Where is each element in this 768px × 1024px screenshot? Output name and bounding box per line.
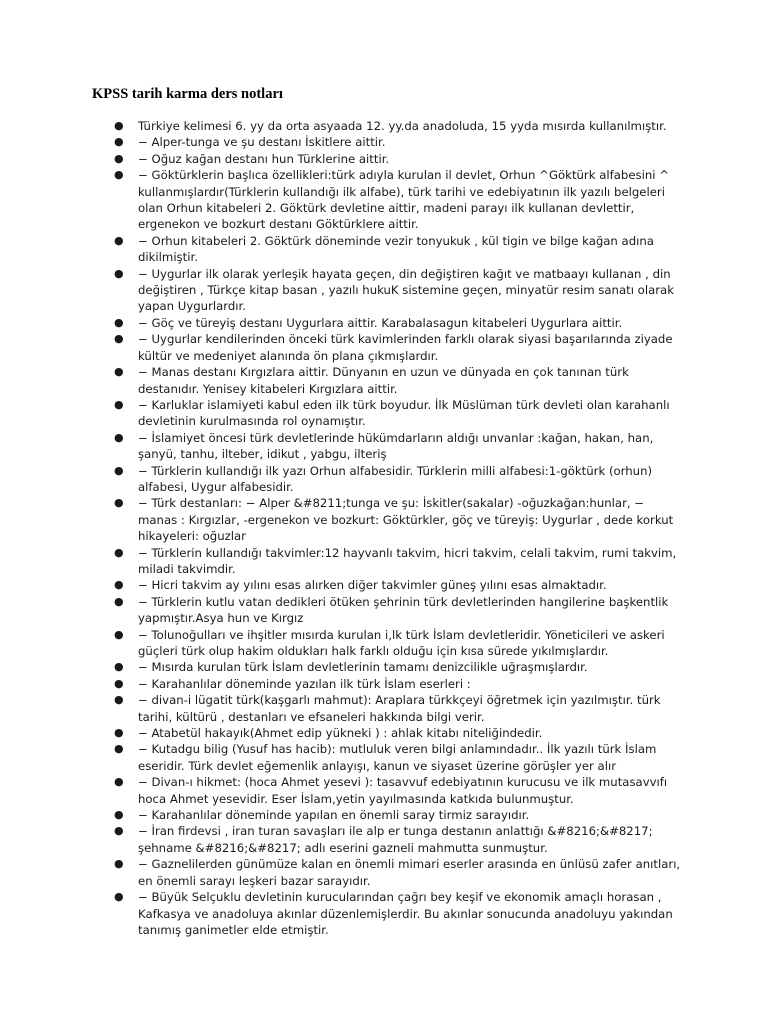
list-item bbox=[0, 545, 768, 578]
bullet-icon: ● bbox=[114, 233, 124, 247]
list-item-text: − Büyük Selçuklu devletinin kurucularından çağrı bey keşif ve ekonomik amaçlı horasan , Kafkasya ve anadoluya akınlar düzenlemişlerdir. Bu akınlar sonucunda anadoluyu yakından tanımış ganimetler elde etmiştir. bbox=[138, 890, 673, 937]
bullet-icon: ● bbox=[114, 627, 124, 641]
list-item bbox=[0, 823, 768, 856]
list-item bbox=[0, 692, 768, 725]
list-item bbox=[0, 151, 768, 167]
list-item-text: − Karahanlılar döneminde yazılan ilk türk İslam eserleri : bbox=[138, 676, 471, 691]
bullet-icon: ● bbox=[114, 742, 124, 756]
list-item bbox=[0, 463, 768, 496]
bullet-icon: ● bbox=[114, 266, 124, 280]
list-item bbox=[0, 233, 768, 266]
list-item bbox=[0, 315, 768, 331]
list-item-text: − İran firdevsi , iran turan savaşları ile alp er tunga destanın anlattığı &#8216;&#8217; şehname &#8216;&#8217; adlı eserini gazneli mahmutta sunmuştur. bbox=[138, 824, 653, 855]
list-item-text: − Karahanlılar döneminde yapılan en önemli saray tirmiz sarayıdır. bbox=[138, 808, 530, 823]
bullet-icon: ● bbox=[114, 824, 124, 838]
list-item-text: − Hicri takvim ay yılını esas alırken diğer takvimler güneş yılını esas almaktadır. bbox=[138, 578, 607, 593]
list-item-text: − Mısırda kurulan türk İslam devletlerinin tamamı denizcilikle uğraşmışlardır. bbox=[138, 660, 588, 675]
list-item bbox=[0, 118, 768, 134]
bullet-icon: ● bbox=[114, 890, 124, 904]
list-item-text: − Göktürklerin başlıca özellikleri:türk adıyla kurulan il devlet, Orhun ^Göktürk alfabesini ^ kullanmışlardır(Türklerin kullandığı ilk alfabe), türk tarihi ve edebiyatının ilk yazılı belgeleri olan Orhun kitabeleri 2. Göktürk devletine aittir, madeni parayı ilk kullanan devlettir, ergenekon ve bozkurt destanı Göktürklere aittir. bbox=[138, 168, 670, 232]
list-item bbox=[0, 430, 768, 463]
list-item bbox=[0, 577, 768, 593]
bullet-icon: ● bbox=[114, 397, 124, 411]
list-item bbox=[0, 364, 768, 397]
list-item-text: Türkiye kelimesi 6. yy da orta asyaada 12. yy.da anadoluda, 15 yyda mısırda kullanılmıştır. bbox=[138, 119, 667, 133]
list-item-text: − Uygurlar ilk olarak yerleşik hayata geçen, din değiştiren kağıt ve matbaayı kullanan , din değiştiren , Türkçe kitap basan , yazılı hukuK sistemine geçen, minyatür resim sanatı olarak yapan Uygurlardır. bbox=[138, 266, 674, 314]
bullet-icon: ● bbox=[114, 135, 124, 149]
list-item-text: − Türklerin kullandığı takvimler:12 hayvanlı takvim, hicri takvim, celali takvim, rumi takvim, miladi takvimdir. bbox=[138, 545, 677, 576]
list-item-text: − Kutadgu bilig (Yusuf has hacib): mutluluk veren bilgi anlamındadır.. İlk yazılı türk İslam eseridir. Türk devlet eğemenlik anlayışı, kanun ve siyaset üzerine görüşler yer alır bbox=[138, 742, 657, 773]
list-item-text: − Türklerin kutlu vatan dedikleri ötüken şehrinin türk devletlerinden hangilerine başkentlik yapmıştır.Asya hun ve Kırgız bbox=[138, 594, 669, 626]
bullet-icon: ● bbox=[114, 726, 124, 740]
bullet-icon: ● bbox=[114, 594, 124, 608]
list-item-text: − Divan-ı hikmet: (hoca Ahmet yesevi ): tasavvuf edebiyatının kurucusu ve ilk mutasavvıfı hoca Ahmet yesevidir. Eser İslam,yetin yayılmasında katkıda bulunmuştur. bbox=[138, 775, 668, 806]
bullet-icon: ● bbox=[114, 578, 124, 592]
list-item-text: − İslamiyet öncesi türk devletlerinde hükümdarların aldığı unvanlar :kağan, hakan, han, şanyü, tanhu, ilteber, idikut , yabgu, ilteriş bbox=[138, 430, 654, 462]
list-item-text: − Uygurlar kendilerinden önceki türk kavimlerinden farklı olarak siyasi başarılarında ziyade kültür ve medeniyet alanında ön plana çıkmışlardır. bbox=[138, 332, 673, 363]
bullet-icon: ● bbox=[114, 430, 124, 444]
list-item-text: − Gaznelilerden günümüze kalan en önemli mimari eserler arasında en ünlüsü zafer anıtları, en önemli sarayı leşkeri bazar sarayıdır. bbox=[138, 857, 681, 888]
list-item bbox=[0, 741, 768, 774]
list-item-text: − Türklerin kullandığı ilk yazı Orhun alfabesidir. Türklerin milli alfabesi:1-göktürk (orhun) alfabesi, Uygur alfabesidir. bbox=[138, 463, 653, 494]
list-item bbox=[0, 495, 768, 544]
list-item bbox=[0, 594, 768, 627]
list-item bbox=[0, 889, 768, 938]
list-item-text: − Tolunoğulları ve ihşitler mısırda kurulan i,lk türk İslam devletleridir. Yöneticileri ve askeri güçleri türk olup hakim oldukları halk farklı olduğu için kısa sürede yıkılmışlardır. bbox=[138, 627, 665, 658]
notes-list bbox=[0, 118, 768, 938]
bullet-icon: ● bbox=[114, 463, 124, 477]
bullet-icon: ● bbox=[114, 775, 124, 789]
list-item-text: − Atabetül hakayık(Ahmet edip yükneki ) : ahlak kitabı niteliğindedir. bbox=[138, 726, 543, 741]
list-item bbox=[0, 725, 768, 741]
list-item-text: − Manas destanı Kırgızlara aittir. Dünyanın en uzun ve dünyada en çok tanınan türk destanıdır. Yenisey kitabeleri Kırgızlara aittir. bbox=[138, 365, 629, 396]
list-item bbox=[0, 266, 768, 315]
list-item-text: − Göç ve türeyiş destanı Uygurlara aittir. Karabalasagun kitabeleri Uygurlara aittir. bbox=[138, 315, 623, 330]
bullet-icon: ● bbox=[114, 119, 124, 132]
bullet-icon: ● bbox=[114, 496, 124, 510]
list-item bbox=[0, 167, 768, 233]
bullet-icon: ● bbox=[114, 315, 124, 329]
list-item bbox=[0, 331, 768, 364]
bullet-icon: ● bbox=[114, 676, 124, 690]
list-item bbox=[0, 807, 768, 823]
list-item bbox=[0, 676, 768, 692]
list-item bbox=[0, 659, 768, 675]
list-item bbox=[0, 774, 768, 807]
list-item-text: − Alper-tunga ve şu destanı İskitlere aittir. bbox=[138, 135, 386, 150]
bullet-icon: ● bbox=[114, 693, 124, 707]
list-item-text: − Oğuz kağan destanı hun Türklerine aittir. bbox=[138, 151, 390, 166]
list-item-text: − Türk destanları: − Alper &#8211;tunga ve şu: İskitler(sakalar) -oğuzkağan:hunlar, − manas : Kırgızlar, -ergenekon ve bozkurt: Göktürkler, göç ve türeyiş: Uygurlar , dede korkut hikayeleri: oğuzlar bbox=[138, 496, 674, 544]
document-title: KPSS tarih karma ders notları bbox=[92, 86, 283, 102]
bullet-icon: ● bbox=[114, 545, 124, 559]
bullet-icon: ● bbox=[114, 332, 124, 346]
bullet-icon: ● bbox=[114, 660, 124, 674]
bullet-icon: ● bbox=[114, 151, 124, 165]
bullet-icon: ● bbox=[114, 168, 124, 182]
bullet-icon: ● bbox=[114, 808, 124, 822]
list-item-text: − Karluklar islamiyeti kabul eden ilk türk boyudur. İlk Müslüman türk devleti olan karahanlı devletinin kurulmasında rol oynamıştır. bbox=[138, 397, 670, 429]
bullet-icon: ● bbox=[114, 857, 124, 871]
list-item bbox=[0, 856, 768, 889]
list-item-text: − Orhun kitabeleri 2. Göktürk döneminde vezir tonyukuk , kül tigin ve bilge kağan adına dikilmiştir. bbox=[138, 233, 654, 265]
list-item bbox=[0, 627, 768, 660]
list-item bbox=[0, 134, 768, 150]
list-item-text: − divan-i lügatit türk(kaşgarlı mahmut): Araplara türkkçeyi öğretmek için yazılmıştır. türk tarihi, kültürü , destanları ve efsaneleri hakkında bilgi verir. bbox=[138, 693, 661, 724]
list-item bbox=[0, 397, 768, 430]
bullet-icon: ● bbox=[114, 365, 124, 379]
